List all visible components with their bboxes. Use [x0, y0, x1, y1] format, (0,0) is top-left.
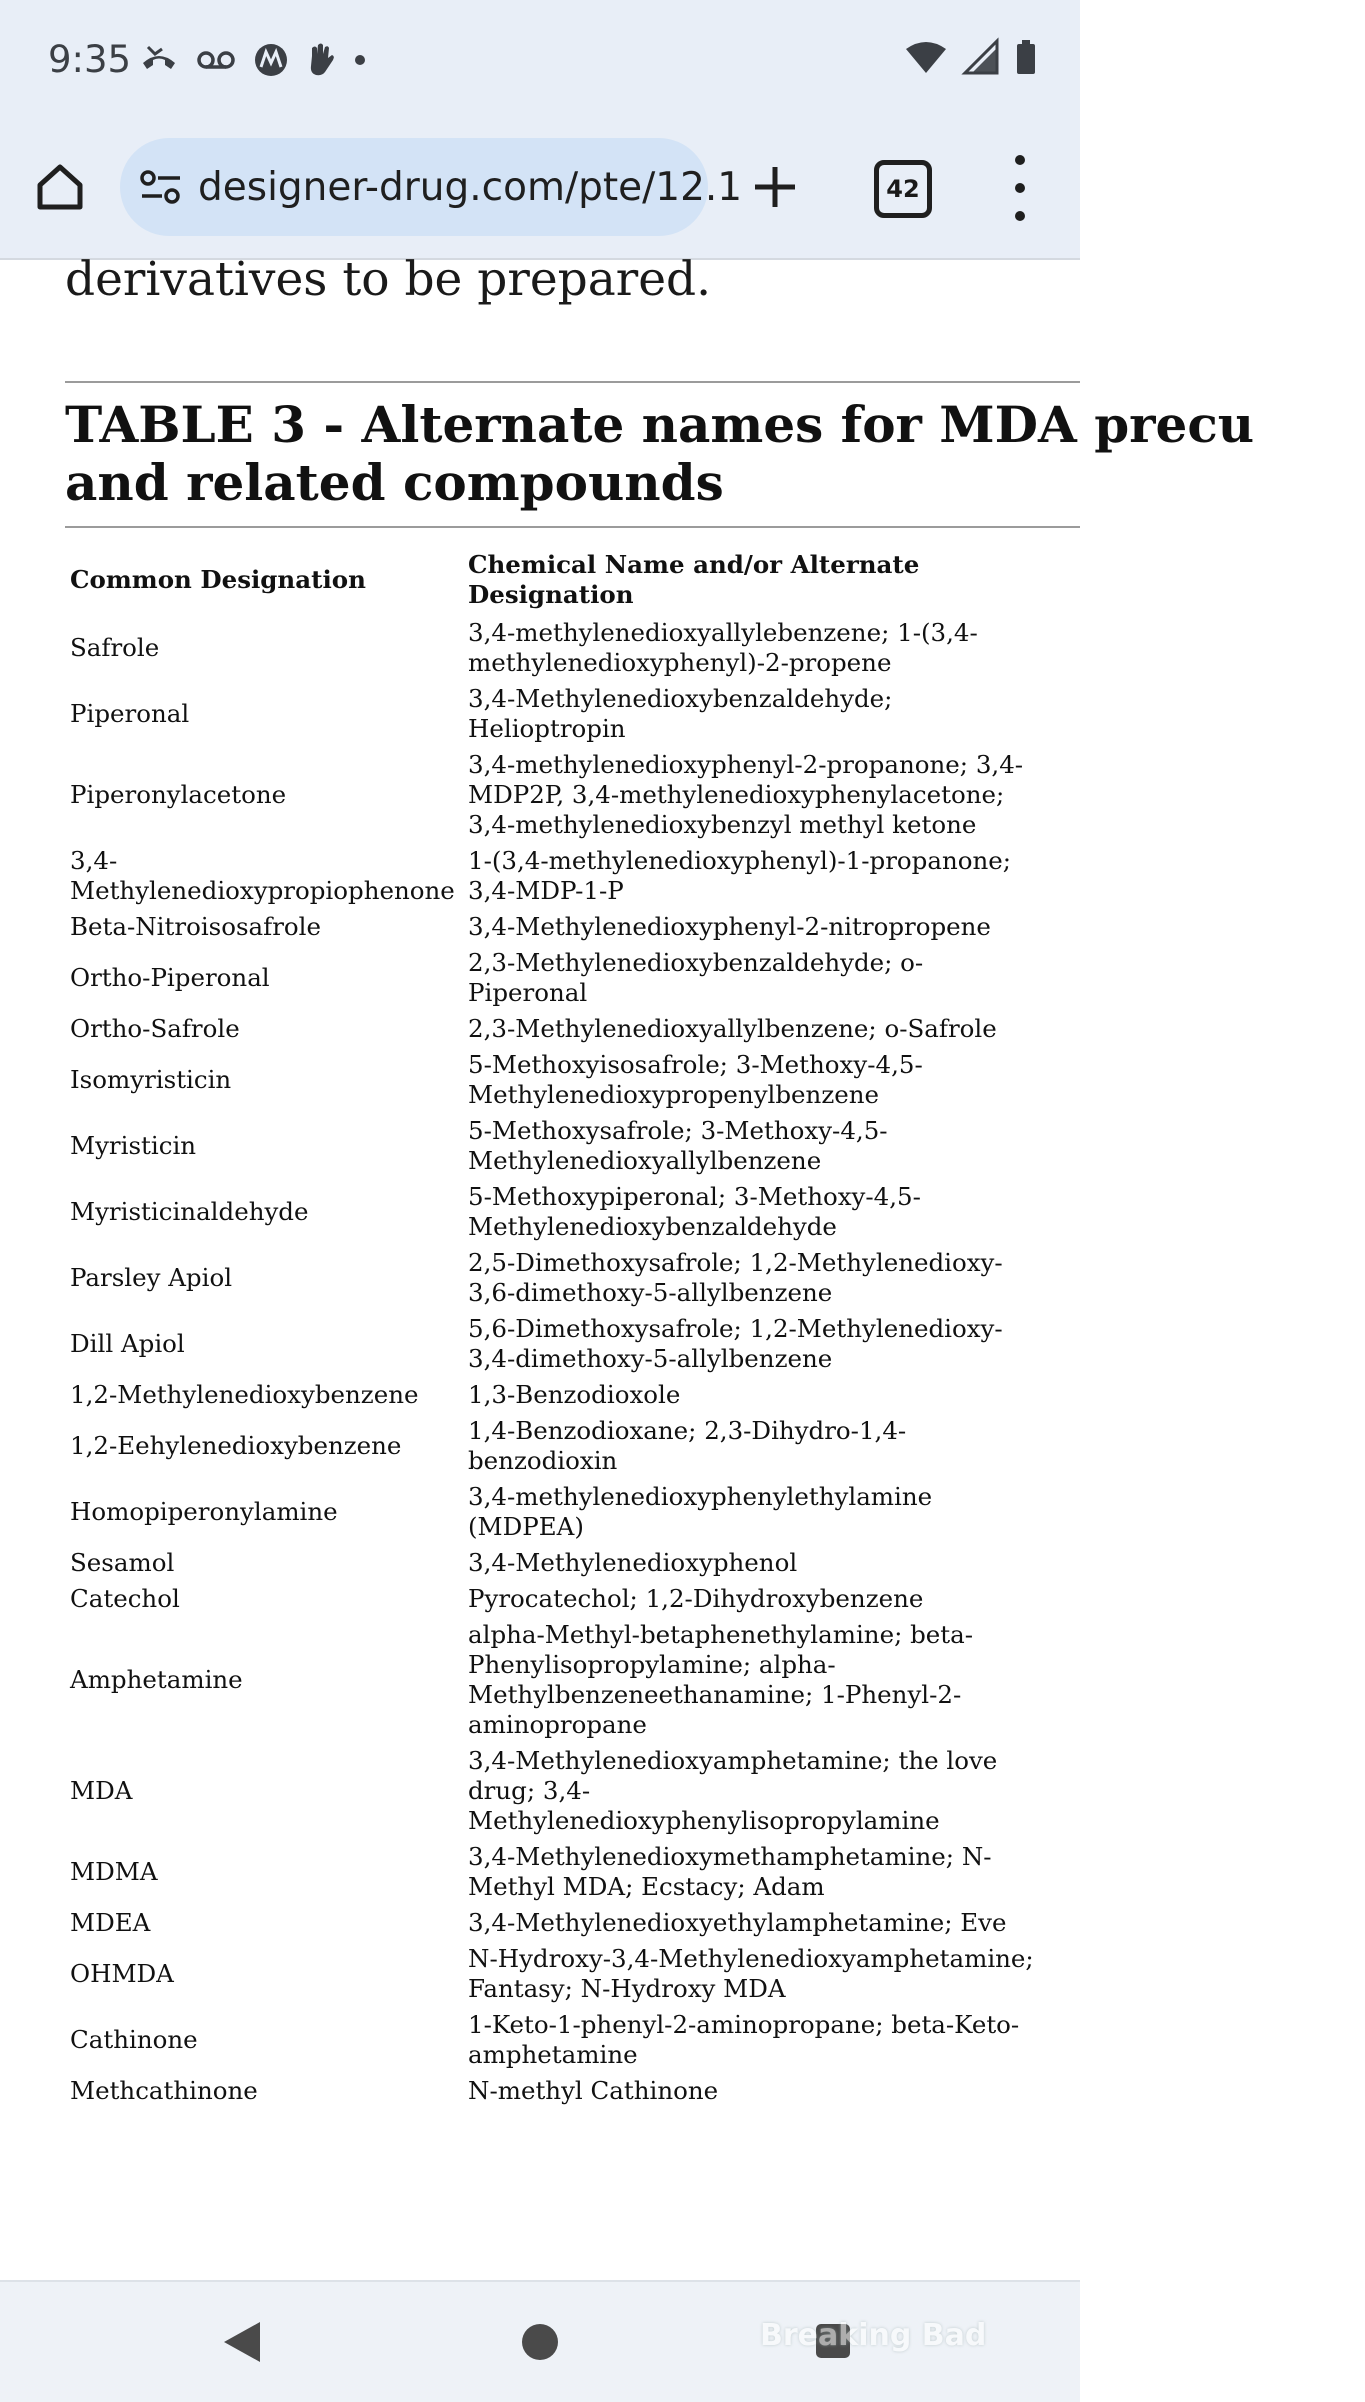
common-designation-cell: Catechol	[70, 1584, 180, 1613]
table-row	[65, 910, 1045, 946]
table-row	[65, 1942, 1045, 2008]
home-icon	[34, 161, 86, 213]
chemical-name-cell: 3,4-Methylenedioxymethamphetamine; N-Methyl MDA; Ecstacy; Adam	[468, 1842, 992, 1901]
page-content	[0, 252, 1255, 2280]
common-designation-cell: Sesamol	[70, 1548, 175, 1577]
table-title-line-1: TABLE 3 - Alternate names for MDA precu	[65, 395, 1255, 454]
common-designation-cell: Piperonal	[70, 699, 190, 728]
browser-toolbar	[0, 125, 1080, 260]
chemical-name-cell: 5,6-Dimethoxysafrole; 1,2-Methylenedioxy-3,4-dimethoxy-5-allylbenzene	[468, 1314, 1003, 1373]
hand-icon	[306, 42, 336, 83]
table-row	[65, 1012, 1045, 1048]
wifi-icon	[906, 41, 946, 78]
table-row	[65, 1480, 1045, 1546]
chemical-name-cell: Pyrocatechol; 1,2-Dihydroxybenzene	[468, 1584, 924, 1613]
home-button[interactable]	[30, 157, 90, 217]
table-row	[65, 682, 1045, 748]
system-nav-bar	[0, 2280, 1080, 2402]
common-designation-cell: Homopiperonylamine	[70, 1497, 338, 1526]
common-designation-cell: MDEA	[70, 1908, 151, 1937]
common-designation-cell: Piperonylacetone	[70, 780, 287, 809]
chemical-name-cell: 1-Keto-1-phenyl-2-aminopropane; beta-Keto-amphetamine	[468, 2010, 1020, 2069]
watermark: Breaking Bad	[760, 2318, 987, 2353]
tab-switcher-button[interactable]: 42	[874, 160, 932, 218]
chemical-name-cell: 2,3-Methylenedioxybenzaldehyde; o-Piperonal	[468, 948, 924, 1007]
common-designation-cell: MDMA	[70, 1857, 158, 1886]
status-time: 9:35	[48, 38, 132, 81]
table-row	[65, 1048, 1045, 1114]
motorola-icon	[254, 43, 288, 82]
common-designation-cell: Dill Apiol	[70, 1329, 185, 1358]
divider	[65, 381, 1080, 383]
table-row	[65, 1744, 1045, 1840]
common-designation-cell: Safrole	[70, 633, 160, 662]
common-designation-cell: Isomyristicin	[70, 1065, 232, 1094]
status-icons-right	[906, 40, 1036, 79]
table-row	[65, 748, 1045, 844]
common-designation-cell: Myristicin	[70, 1131, 197, 1160]
chemical-name-cell: N-methyl Cathinone	[468, 2076, 719, 2105]
table-row	[65, 1840, 1045, 1906]
chemical-name-cell: 1,3-Benzodioxole	[468, 1380, 681, 1409]
table-row	[65, 2074, 1045, 2110]
status-icons-left	[140, 42, 366, 82]
common-designation-cell: 1,2-Methylenedioxybenzene	[70, 1380, 419, 1409]
chemical-name-cell: 1-(3,4-methylenedioxyphenyl)-1-propanone; 3,4-MDP-1-P	[468, 846, 1012, 905]
voicemail-icon	[196, 48, 236, 77]
chemical-name-cell: 2,5-Dimethoxysafrole; 1,2-Methylenedioxy-3,6-dimethoxy-5-allylbenzene	[468, 1248, 1003, 1307]
dot-icon	[354, 53, 366, 71]
chemical-name-cell: 1,4-Benzodioxane; 2,3-Dihydro-1,4-benzodioxin	[468, 1416, 907, 1475]
column-header-chemical-name: Chemical Name and/or Alternate Designation	[468, 550, 920, 609]
common-designation-cell: MDA	[70, 1776, 133, 1805]
chemical-name-cell: 5-Methoxypiperonal; 3-Methoxy-4,5-Methylenedioxybenzaldehyde	[468, 1182, 921, 1241]
common-designation-cell: Cathinone	[70, 2025, 198, 2054]
table-row	[65, 1180, 1045, 1246]
common-designation-cell: Ortho-Safrole	[70, 1014, 240, 1043]
plus-icon	[752, 164, 798, 210]
lead-text: derivatives to be prepared.	[65, 252, 712, 307]
home-circle-icon[interactable]	[522, 2324, 558, 2360]
chemical-name-cell: 2,3-Methylenedioxyallylbenzene; o-Safrole	[468, 1014, 997, 1043]
common-designation-cell: Ortho-Piperonal	[70, 963, 270, 992]
table-row	[65, 844, 1045, 910]
common-designation-cell: Parsley Apiol	[70, 1263, 233, 1292]
chemical-name-cell: 3,4-Methylenedioxyphenyl-2-nitropropene	[468, 912, 991, 941]
table-title	[65, 396, 1365, 512]
missed-call-icon	[140, 45, 178, 80]
status-bar	[0, 0, 1080, 125]
table-row	[65, 1114, 1045, 1180]
chemical-name-cell: alpha-Methyl-betaphenethylamine; beta-Phenylisopropylamine; alpha-Methylbenzeneethanamine; 1-Phenyl-2-aminopropane	[468, 1620, 974, 1739]
chemical-name-cell: 3,4-methylenedioxyphenyl-2-propanone; 3,4-MDP2P, 3,4-methylenedioxyphenylacetone; 3,4-methylenedioxybenzyl methyl ketone	[468, 750, 1024, 839]
address-bar[interactable]	[120, 138, 743, 236]
table-row	[65, 616, 1045, 682]
table-row	[65, 1246, 1045, 1312]
table-row	[65, 1618, 1045, 1744]
signal-icon	[964, 40, 998, 79]
common-designation-cell: Beta-Nitroisosafrole	[70, 912, 322, 941]
chemical-name-cell: 3,4-methylenedioxyallylebenzene; 1-(3,4-methylenedioxyphenyl)-2-propene	[468, 618, 978, 677]
more-vert-icon[interactable]	[1005, 155, 1035, 221]
common-designation-cell: OHMDA	[70, 1959, 174, 1988]
chemical-name-cell: N-Hydroxy-3,4-Methylenedioxyamphetamine; Fantasy; N-Hydroxy MDA	[468, 1944, 1034, 2003]
divider	[65, 526, 1080, 528]
chemical-name-cell: 3,4-Methylenedioxybenzaldehyde; Helioptropin	[468, 684, 893, 743]
tune-icon[interactable]	[140, 164, 182, 210]
common-designation-cell: Methcathinone	[70, 2076, 258, 2105]
chemical-name-cell: 5-Methoxyisosafrole; 3-Methoxy-4,5-Methylenedioxypropenylbenzene	[468, 1050, 923, 1109]
common-designation-cell: 3,4-Methylenedioxypropiophenone	[70, 846, 455, 905]
back-icon[interactable]	[222, 2320, 262, 2369]
table-row	[65, 2008, 1045, 2074]
common-designation-cell: Myristicinaldehyde	[70, 1197, 309, 1226]
url-text: designer-drug.com/pte/12.1	[198, 164, 743, 210]
battery-icon	[1016, 40, 1036, 79]
common-designation-cell: Amphetamine	[70, 1665, 243, 1694]
table-title-line-2: and related compounds	[65, 453, 724, 512]
alternate-names-table	[65, 548, 1045, 2110]
chemical-name-cell: 3,4-Methylenedioxyamphetamine; the love drug; 3,4-Methylenedioxyphenylisopropylamine	[468, 1746, 998, 1835]
chemical-name-cell: 3,4-Methylenedioxyethylamphetamine; Eve	[468, 1908, 1007, 1937]
column-header-common-designation: Common Designation	[70, 565, 366, 594]
common-designation-cell: 1,2-Eehylenedioxybenzene	[70, 1431, 402, 1460]
table-row	[65, 1906, 1045, 1942]
chemical-name-cell: 3,4-methylenedioxyphenylethylamine (MDPEA)	[468, 1482, 933, 1541]
new-tab-button[interactable]	[745, 157, 805, 217]
chemical-name-cell: 3,4-Methylenedioxyphenol	[468, 1548, 798, 1577]
chemical-name-cell: 5-Methoxysafrole; 3-Methoxy-4,5-Methylenedioxyallylbenzene	[468, 1116, 888, 1175]
table-row	[65, 1312, 1045, 1378]
table-row	[65, 1582, 1045, 1618]
table-header-row	[65, 548, 1045, 616]
table-row	[65, 946, 1045, 1012]
table-row	[65, 1546, 1045, 1582]
table-row	[65, 1378, 1045, 1414]
table-row	[65, 1414, 1045, 1480]
